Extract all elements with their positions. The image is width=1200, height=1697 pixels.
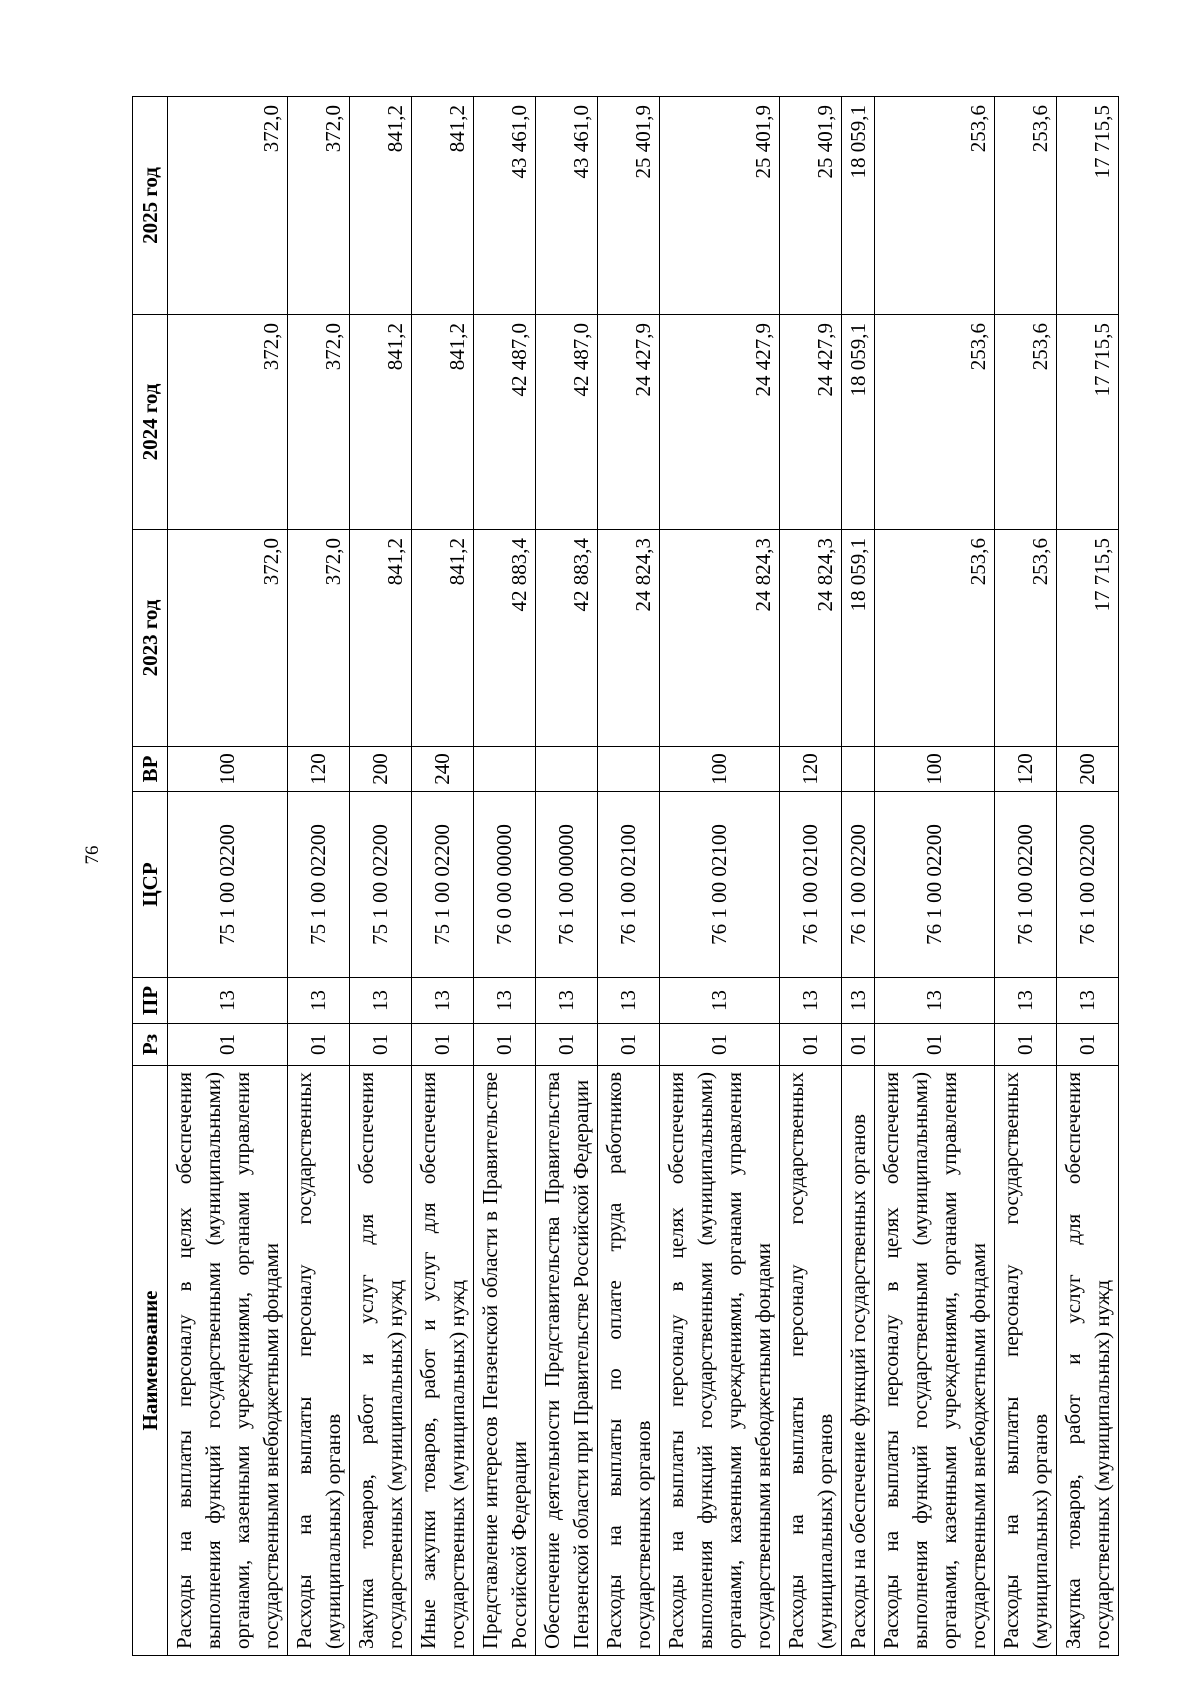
header-pr: ПР bbox=[133, 978, 168, 1024]
cell-csr: 76 1 00 02100 bbox=[780, 792, 842, 978]
table-row bbox=[288, 97, 350, 1656]
cell-2025: 372,0 bbox=[288, 97, 350, 315]
cell-vr bbox=[536, 747, 598, 792]
table-header-row bbox=[133, 97, 168, 1656]
rotated-table-container bbox=[132, 97, 1114, 1656]
cell-2025: 43 461,0 bbox=[474, 97, 536, 315]
header-2023: 2023 год bbox=[133, 530, 168, 747]
cell-2024: 372,0 bbox=[288, 315, 350, 530]
cell-name: Расходы на обеспечение функций государственных органов bbox=[842, 1066, 875, 1656]
cell-2024: 372,0 bbox=[168, 315, 288, 530]
cell-pr: 13 bbox=[474, 978, 536, 1024]
cell-name: Обеспечение деятельности Представительства Правительства Пензенской области при Правительстве Российской Федерации bbox=[536, 1066, 598, 1656]
cell-rz: 01 bbox=[288, 1024, 350, 1066]
cell-name: Расходы на выплаты персоналу государственных (муниципальных) органов bbox=[780, 1066, 842, 1656]
cell-vr: 120 bbox=[780, 747, 842, 792]
cell-name: Иные закупки товаров, работ и услуг для обеспечения государственных (муниципальных) нужд bbox=[412, 1066, 474, 1656]
cell-csr: 75 1 00 02200 bbox=[288, 792, 350, 978]
table-row bbox=[474, 97, 536, 1656]
cell-2024: 841,2 bbox=[412, 315, 474, 530]
cell-2023: 42 883,4 bbox=[536, 530, 598, 747]
table-row bbox=[1057, 97, 1119, 1656]
cell-2025: 17 715,5 bbox=[1057, 97, 1119, 315]
cell-name: Расходы на выплаты персоналу в целях обеспечения выполнения функций государственными (муниципальными) органами, казенными учреждениями, органами управления государственными внебюджетными фондами bbox=[875, 1066, 995, 1656]
cell-2025: 253,6 bbox=[995, 97, 1057, 315]
cell-2024: 841,2 bbox=[350, 315, 412, 530]
cell-rz: 01 bbox=[536, 1024, 598, 1066]
cell-2025: 25 401,9 bbox=[780, 97, 842, 315]
cell-vr: 100 bbox=[875, 747, 995, 792]
cell-2025: 841,2 bbox=[412, 97, 474, 315]
cell-2023: 42 883,4 bbox=[474, 530, 536, 747]
cell-rz: 01 bbox=[474, 1024, 536, 1066]
table-row bbox=[168, 97, 288, 1656]
cell-csr: 76 1 00 02100 bbox=[598, 792, 660, 978]
cell-rz: 01 bbox=[660, 1024, 780, 1066]
cell-2024: 42 487,0 bbox=[474, 315, 536, 530]
table-row bbox=[412, 97, 474, 1656]
header-name: Наименование bbox=[133, 1066, 168, 1656]
cell-rz: 01 bbox=[780, 1024, 842, 1066]
table-row bbox=[842, 97, 875, 1656]
cell-csr: 75 1 00 02200 bbox=[168, 792, 288, 978]
cell-2023: 24 824,3 bbox=[780, 530, 842, 747]
cell-rz: 01 bbox=[350, 1024, 412, 1066]
cell-pr: 13 bbox=[875, 978, 995, 1024]
cell-rz: 01 bbox=[168, 1024, 288, 1066]
table-row bbox=[598, 97, 660, 1656]
cell-2023: 372,0 bbox=[168, 530, 288, 747]
cell-pr: 13 bbox=[412, 978, 474, 1024]
header-2024: 2024 год bbox=[133, 315, 168, 530]
cell-pr: 13 bbox=[780, 978, 842, 1024]
cell-pr: 13 bbox=[995, 978, 1057, 1024]
cell-vr bbox=[474, 747, 536, 792]
cell-rz: 01 bbox=[1057, 1024, 1119, 1066]
cell-name: Расходы на выплаты по оплате труда работников государственных органов bbox=[598, 1066, 660, 1656]
cell-name: Закупка товаров, работ и услуг для обеспечения государственных (муниципальных) нужд bbox=[1057, 1066, 1119, 1656]
cell-vr: 200 bbox=[1057, 747, 1119, 792]
cell-name: Расходы на выплаты персоналу в целях обеспечения выполнения функций государственными (муниципальными) органами, казенными учреждениями, органами управления государственными внебюджетными фондами bbox=[168, 1066, 288, 1656]
table-row bbox=[875, 97, 995, 1656]
header-vr: ВР bbox=[133, 747, 168, 792]
cell-2023: 18 059,1 bbox=[842, 530, 875, 747]
cell-name: Расходы на выплаты персоналу государственных (муниципальных) органов bbox=[995, 1066, 1057, 1656]
cell-rz: 01 bbox=[412, 1024, 474, 1066]
cell-rz: 01 bbox=[875, 1024, 995, 1066]
cell-2024: 253,6 bbox=[995, 315, 1057, 530]
cell-2025: 253,6 bbox=[875, 97, 995, 315]
cell-csr: 76 1 00 02200 bbox=[995, 792, 1057, 978]
cell-pr: 13 bbox=[598, 978, 660, 1024]
cell-csr: 75 1 00 02200 bbox=[412, 792, 474, 978]
cell-2025: 372,0 bbox=[168, 97, 288, 315]
cell-csr: 76 1 00 02100 bbox=[660, 792, 780, 978]
cell-2024: 17 715,5 bbox=[1057, 315, 1119, 530]
header-2025: 2025 год bbox=[133, 97, 168, 315]
cell-rz: 01 bbox=[842, 1024, 875, 1066]
budget-table bbox=[132, 96, 1119, 1656]
cell-name: Закупка товаров, работ и услуг для обеспечения государственных (муниципальных) нужд bbox=[350, 1066, 412, 1656]
table-row bbox=[660, 97, 780, 1656]
rotated-table-content bbox=[132, 97, 1114, 1656]
table-row bbox=[536, 97, 598, 1656]
cell-2025: 25 401,9 bbox=[598, 97, 660, 315]
cell-vr: 240 bbox=[412, 747, 474, 792]
cell-vr bbox=[842, 747, 875, 792]
table-row bbox=[995, 97, 1057, 1656]
cell-pr: 13 bbox=[350, 978, 412, 1024]
cell-csr: 76 1 00 02200 bbox=[842, 792, 875, 978]
cell-pr: 13 bbox=[842, 978, 875, 1024]
cell-pr: 13 bbox=[1057, 978, 1119, 1024]
cell-2023: 24 824,3 bbox=[660, 530, 780, 747]
table-row bbox=[350, 97, 412, 1656]
cell-pr: 13 bbox=[536, 978, 598, 1024]
table-body bbox=[168, 97, 1119, 1656]
header-rz: Рз bbox=[133, 1024, 168, 1066]
cell-pr: 13 bbox=[288, 978, 350, 1024]
cell-2024: 24 427,9 bbox=[780, 315, 842, 530]
table-row bbox=[780, 97, 842, 1656]
cell-2023: 253,6 bbox=[875, 530, 995, 747]
cell-pr: 13 bbox=[660, 978, 780, 1024]
header-csr: ЦСР bbox=[133, 792, 168, 978]
cell-vr: 200 bbox=[350, 747, 412, 792]
cell-name: Представление интересов Пензенской области в Правительстве Российской Федерации bbox=[474, 1066, 536, 1656]
cell-name: Расходы на выплаты персоналу в целях обеспечения выполнения функций государственными (муниципальными) органами, казенными учреждениями, органами управления государственными внебюджетными фондами bbox=[660, 1066, 780, 1656]
cell-2024: 24 427,9 bbox=[660, 315, 780, 530]
cell-pr: 13 bbox=[168, 978, 288, 1024]
page-number: 76 bbox=[82, 845, 103, 865]
cell-vr: 120 bbox=[995, 747, 1057, 792]
cell-2023: 372,0 bbox=[288, 530, 350, 747]
cell-vr bbox=[598, 747, 660, 792]
cell-vr: 120 bbox=[288, 747, 350, 792]
cell-2023: 253,6 bbox=[995, 530, 1057, 747]
cell-2023: 841,2 bbox=[350, 530, 412, 747]
cell-rz: 01 bbox=[995, 1024, 1057, 1066]
cell-name: Расходы на выплаты персоналу государственных (муниципальных) органов bbox=[288, 1066, 350, 1656]
cell-rz: 01 bbox=[598, 1024, 660, 1066]
cell-vr: 100 bbox=[660, 747, 780, 792]
cell-2023: 841,2 bbox=[412, 530, 474, 747]
cell-csr: 76 1 00 00000 bbox=[536, 792, 598, 978]
cell-csr: 76 1 00 02200 bbox=[1057, 792, 1119, 978]
cell-csr: 76 1 00 02200 bbox=[875, 792, 995, 978]
cell-2025: 841,2 bbox=[350, 97, 412, 315]
cell-csr: 75 1 00 02200 bbox=[350, 792, 412, 978]
cell-csr: 76 0 00 00000 bbox=[474, 792, 536, 978]
cell-2024: 253,6 bbox=[875, 315, 995, 530]
cell-2025: 25 401,9 bbox=[660, 97, 780, 315]
cell-2024: 24 427,9 bbox=[598, 315, 660, 530]
cell-2024: 18 059,1 bbox=[842, 315, 875, 530]
cell-2023: 17 715,5 bbox=[1057, 530, 1119, 747]
cell-2023: 24 824,3 bbox=[598, 530, 660, 747]
cell-2025: 43 461,0 bbox=[536, 97, 598, 315]
cell-2025: 18 059,1 bbox=[842, 97, 875, 315]
cell-vr: 100 bbox=[168, 747, 288, 792]
cell-2024: 42 487,0 bbox=[536, 315, 598, 530]
